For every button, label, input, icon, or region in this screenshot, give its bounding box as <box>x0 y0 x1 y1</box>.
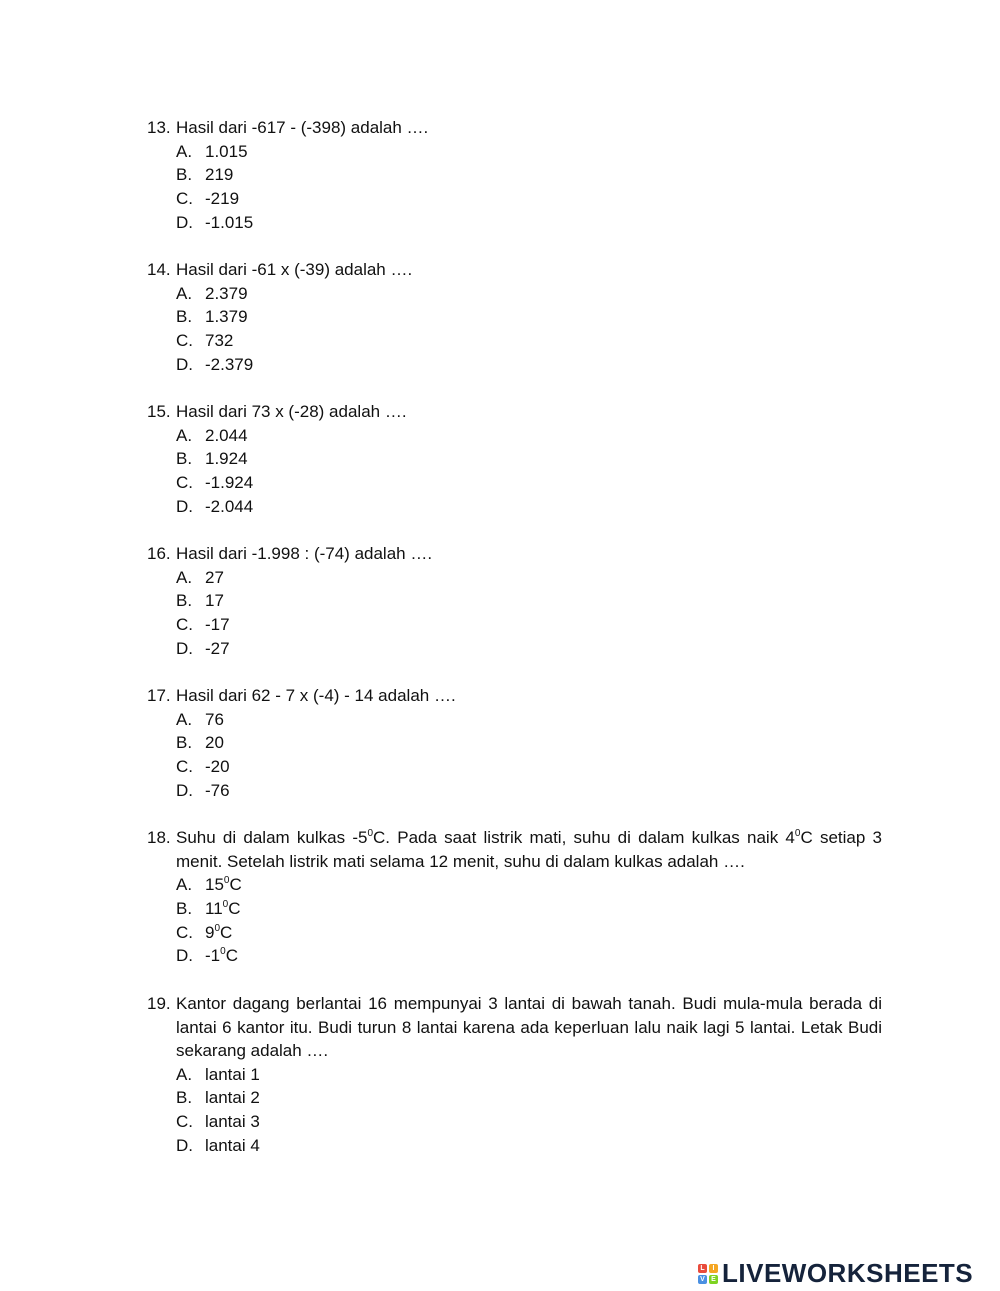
option-letter: A. <box>176 141 193 161</box>
option-c[interactable] <box>147 1110 882 1134</box>
option-letter: C. <box>176 615 193 635</box>
option-text: 20 <box>205 733 224 753</box>
logo-mark-cell: V <box>698 1275 707 1284</box>
option-d[interactable] <box>147 495 882 519</box>
question-stem: Hasil dari 62 - 7 x (-4) - 14 adalah …. <box>176 686 456 705</box>
question-16 <box>147 542 882 661</box>
option-c[interactable] <box>147 187 882 211</box>
question-13 <box>147 116 882 235</box>
option-a[interactable] <box>147 282 882 306</box>
question-number: 15. <box>147 402 171 421</box>
option-text: 1.924 <box>205 449 248 469</box>
option-text: lantai 3 <box>205 1112 260 1132</box>
option-letter: D. <box>176 212 193 232</box>
option-b[interactable] <box>147 1086 882 1110</box>
option-a[interactable] <box>147 566 882 590</box>
logo-mark-icon <box>698 1264 718 1284</box>
option-text: 732 <box>205 331 234 351</box>
option-text: -1.015 <box>205 212 254 232</box>
logo-mark-cell: I <box>709 1264 718 1273</box>
option-text: 2.044 <box>205 425 248 445</box>
logo-mark-cell: E <box>709 1275 718 1284</box>
option-b[interactable] <box>147 163 882 187</box>
option-text: -1.924 <box>205 473 254 493</box>
option-text: 27 <box>205 567 224 587</box>
option-letter: B. <box>176 733 193 753</box>
option-text: 219 <box>205 165 234 185</box>
option-text: $11^0C$ <box>205 898 241 918</box>
option-text: 2.379 <box>205 283 248 303</box>
question-stem: Suhu di dalam kulkas $-5^0C$. Pada saat listrik mati, suhu di dalam kulkas naik $4^0C$ setiap 3 menit. Setelah listrik mati selama 12 menit, suhu di dalam kulkas adalah …. <box>176 828 883 871</box>
option-letter: C. <box>176 757 193 777</box>
option-b[interactable] <box>147 305 882 329</box>
option-text: 76 <box>205 709 224 729</box>
option-text: lantai 2 <box>205 1088 260 1108</box>
option-letter: A. <box>176 1064 193 1084</box>
option-b[interactable] <box>147 731 882 755</box>
option-d[interactable] <box>147 779 882 803</box>
option-d[interactable] <box>147 944 882 968</box>
question-19 <box>147 992 882 1158</box>
option-letter: C. <box>176 1112 193 1132</box>
option-letter: D. <box>176 780 193 800</box>
option-text: 17 <box>205 591 224 611</box>
option-letter: D. <box>176 496 193 516</box>
option-letter: D. <box>176 946 193 966</box>
question-stem: Hasil dari -1.998 : (-74) adalah …. <box>176 544 433 563</box>
question-17 <box>147 684 882 803</box>
option-letter: C. <box>176 922 193 942</box>
option-c[interactable] <box>147 329 882 353</box>
option-text: 1.379 <box>205 307 248 327</box>
option-b[interactable] <box>147 589 882 613</box>
question-18 <box>147 826 882 968</box>
option-letter: D. <box>176 1135 193 1155</box>
option-a[interactable] <box>147 1063 882 1087</box>
option-text: -219 <box>205 189 240 209</box>
question-stem: Hasil dari -61 x (-39) adalah …. <box>176 260 413 279</box>
option-text: -2.379 <box>205 354 254 374</box>
liveworksheets-logo[interactable] <box>698 1258 973 1289</box>
option-text: -76 <box>205 780 230 800</box>
option-letter: B. <box>176 449 193 469</box>
option-text: $15^0C$ <box>205 875 242 894</box>
option-text: -2.044 <box>205 496 254 516</box>
option-letter: C. <box>176 473 193 493</box>
option-letter: C. <box>176 189 193 209</box>
option-d[interactable] <box>147 211 882 235</box>
option-a[interactable] <box>147 424 882 448</box>
option-text: $9^0C$ <box>205 922 233 942</box>
option-letter: C. <box>176 331 193 351</box>
question-number: 14. <box>147 260 171 279</box>
option-letter: B. <box>176 307 193 327</box>
option-letter: D. <box>176 638 193 658</box>
option-d[interactable] <box>147 353 882 377</box>
question-stem: Kantor dagang berlantai 16 mempunyai 3 lantai di bawah tanah. Budi mula-mula berada di lantai 6 kantor itu. Budi turun 8 lantai karena ada keperluan lalu naik lagi 5 lantai. Letak Budi sekarang adalah …. <box>176 994 882 1060</box>
question-number: 13. <box>147 118 171 137</box>
option-d[interactable] <box>147 1134 882 1158</box>
option-a[interactable] <box>147 873 882 897</box>
question-number: 17. <box>147 686 171 705</box>
option-text: -17 <box>205 615 230 635</box>
option-c[interactable] <box>147 921 882 945</box>
option-c[interactable] <box>147 755 882 779</box>
option-text: $-1^0C$ <box>205 946 238 966</box>
option-letter: A. <box>176 283 193 303</box>
option-a[interactable] <box>147 708 882 732</box>
question-14 <box>147 258 882 377</box>
option-text: lantai 4 <box>205 1135 260 1155</box>
option-d[interactable] <box>147 637 882 661</box>
question-stem: Hasil dari -617 - (-398) adalah …. <box>176 118 429 137</box>
question-stem: Hasil dari 73 x (-28) adalah …. <box>176 402 407 421</box>
option-b[interactable] <box>147 897 882 921</box>
option-letter: D. <box>176 354 193 374</box>
option-b[interactable] <box>147 447 882 471</box>
question-15 <box>147 400 882 519</box>
option-letter: A. <box>176 875 193 894</box>
option-text: -20 <box>205 757 230 777</box>
option-letter: B. <box>176 591 193 611</box>
option-c[interactable] <box>147 613 882 637</box>
option-c[interactable] <box>147 471 882 495</box>
option-letter: B. <box>176 898 193 918</box>
question-number: 19. <box>147 994 171 1013</box>
option-letter: B. <box>176 165 193 185</box>
option-letter: A. <box>176 709 193 729</box>
question-number: 16. <box>147 544 171 563</box>
option-text: -27 <box>205 638 230 658</box>
option-text: 1.015 <box>205 141 248 161</box>
option-a[interactable] <box>147 140 882 164</box>
option-letter: A. <box>176 425 193 445</box>
logo-mark-cell: L <box>698 1264 707 1273</box>
logo-text: LIVEWORKSHEETS <box>722 1258 974 1288</box>
option-letter: A. <box>176 567 193 587</box>
option-text: lantai 1 <box>205 1064 260 1084</box>
question-number: 18. <box>147 828 171 847</box>
option-letter: B. <box>176 1088 193 1108</box>
